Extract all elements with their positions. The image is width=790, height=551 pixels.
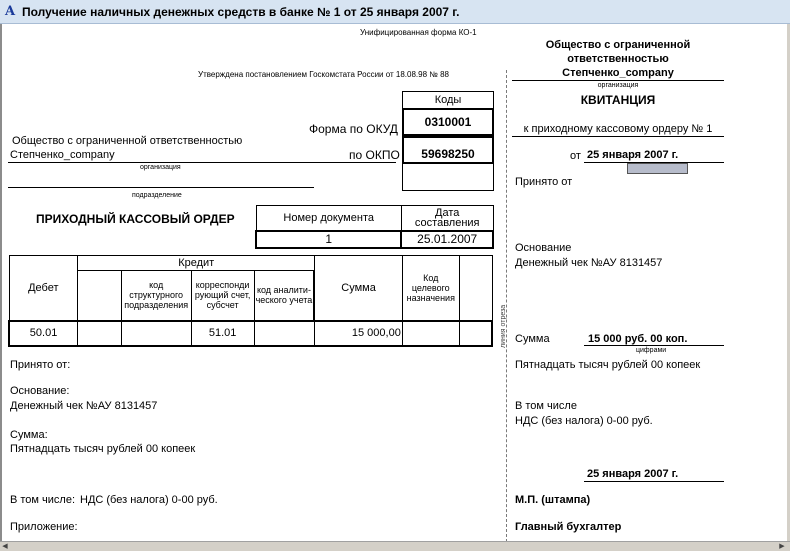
purpose-header: Код целевого назначения (402, 256, 459, 321)
okpo-value: 59698250 (421, 147, 475, 161)
shaded-field (627, 163, 688, 174)
receipt-to-order: к приходному кассовому ордеру № 1 (523, 123, 713, 135)
sum-value: 15 000,00 (315, 321, 402, 346)
org-name-line1: Общество с ограниченной ответственностью (12, 135, 243, 147)
receipt-including: В том числе (515, 400, 577, 412)
struct-header: код структурного подразделения (121, 271, 191, 321)
receipt-basis-label: Основание (515, 242, 572, 254)
scroll-right-arrow-icon[interactable]: ▶ (779, 543, 785, 550)
receipt-vat: НДС (без налога) 0-00 руб. (515, 415, 653, 427)
doc-number: 1 (256, 231, 401, 248)
receipt-digits-caption: цифрами (636, 347, 667, 354)
receipt-date: 25 января 2007 г. (587, 149, 679, 161)
basis-value: Денежный чек №АУ 8131457 (10, 400, 158, 412)
receipt-basis-value: Денежный чек №АУ 8131457 (515, 257, 663, 269)
window-titlebar (0, 0, 790, 24)
including-label: В том числе: (10, 494, 76, 506)
org-name-line2: Степченко_company (10, 149, 115, 161)
vat-value: НДС (без налога) 0-00 руб. (80, 494, 218, 506)
receipt-sum-words: Пятнадцать тысяч рублей 00 копеек (515, 359, 701, 371)
receipt-org-line2: ответственностью (567, 53, 669, 65)
doc-number-header: Номер документа (256, 206, 401, 231)
window-title: Получение наличных денежных средств в банке № 1 от 25 января 2007 г. (22, 5, 460, 19)
receipt-title: КВИТАНЦИЯ (580, 93, 656, 107)
sum-label: Сумма: (10, 429, 48, 441)
org-caption: организация (140, 164, 181, 171)
debit-value: 50.01 (9, 321, 78, 346)
receipt-org-caption: организация (597, 82, 639, 89)
okud-value: 0310001 (424, 115, 472, 129)
doc-date-header: Дата составления (401, 206, 493, 231)
corr-value: 51.01 (191, 321, 254, 346)
sum-header: Сумма (315, 256, 402, 321)
receipt-date2: 25 января 2007 г. (587, 468, 679, 480)
doc-date: 25.01.2007 (401, 231, 493, 248)
debit-header: Дебет (9, 256, 78, 321)
unified-form-label: Унифицированная форма КО-1 (360, 28, 477, 37)
doc-title: ПРИХОДНЫЙ КАССОВЫЙ ОРДЕР (36, 212, 235, 226)
receipt-sum-label: Сумма (515, 333, 550, 345)
okpo-label: по ОКПО (349, 148, 400, 162)
analytic-header: код аналити- ческого учета (254, 271, 314, 321)
receipt-org-line3: Степченко_company (562, 67, 674, 79)
codes-header: Коды (434, 94, 462, 106)
doc-number-table (255, 205, 494, 249)
accounting-table (8, 255, 493, 347)
receipt-chief-accountant: Главный бухгалтер (515, 521, 622, 533)
receipt-from-label: от (570, 150, 581, 162)
cut-line-label: линия отреза (500, 304, 507, 348)
receipt-sum-value: 15 000 руб. 00 коп. (588, 333, 688, 345)
basis-label: Основание: (10, 385, 70, 397)
attachment-label: Приложение: (10, 521, 78, 533)
division-caption: подразделение (132, 192, 182, 199)
credit-header: Кредит (78, 256, 315, 271)
corr-header: корреспонди рующий счет, субсчет (191, 271, 254, 321)
receipt-stamp: М.П. (штампа) (515, 494, 591, 506)
received-from-label: Принято от: (10, 359, 71, 371)
receipt-received-from: Принято от (515, 176, 573, 188)
receipt-org-line1: Общество с ограниченной (545, 39, 691, 51)
left-frame (0, 24, 2, 543)
approved-label: Утверждена постановлением Госкомстата России от 18.08.98 № 88 (198, 70, 449, 79)
horizontal-scrollbar[interactable] (0, 541, 790, 551)
okud-label: Форма по ОКУД (309, 122, 398, 136)
scroll-left-arrow-icon[interactable]: ◀ (2, 543, 8, 550)
document-app-icon: A (4, 4, 16, 19)
sum-words: Пятнадцать тысяч рублей 00 копеек (10, 443, 196, 455)
